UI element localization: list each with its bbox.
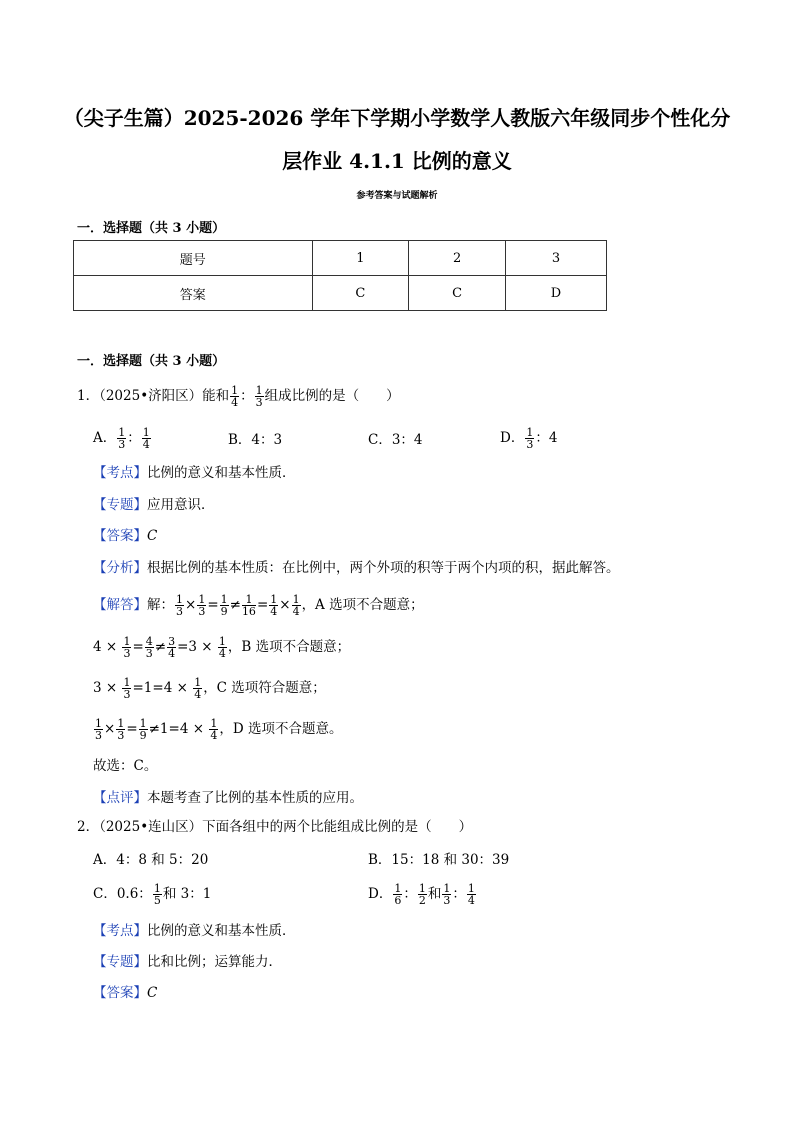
q1-solution-line4: $\frac{1}{3}$ × $\frac{1}{3}$ = $\frac{1}{9}$ ≠1=4 × $\frac{1}{4}$ ，D 选项不合题意。 [95,717,343,742]
table-cell: D [505,276,606,311]
q2-option-b: B．15：18 和 30：39 [368,852,510,868]
answer-table [73,240,607,311]
doc-title-line1: （尖子生篇）2025-2026 学年下学期小学数学人教版六年级同步个性化分 [63,106,731,130]
table-row [74,276,607,311]
q2-answer: 【答案】C [93,985,158,1001]
q1-zhuanti: 【专题】应用意识． [93,497,215,513]
table-cell: 2 [409,241,506,276]
q2-stem: 2．（2025•连山区）下面各组中的两个比能组成比例的是（ ） [77,819,473,835]
table-cell: C [312,276,409,311]
q1-solution-line2: 4 × $\frac{1}{3}$ = $\frac{4}{3}$ ≠ $\frac{3}{4}$ =3 × $\frac{1}{4}$ ，B 选项不合题意； [93,635,351,660]
q1-kaodian: 【考点】比例的意义和基本性质． [93,465,296,481]
table-row-label: 答案 [74,276,313,311]
q1-option-c: C．3：4 [368,432,423,448]
q1-option-a: A． $\frac{1}{3}$ ： $\frac{1}{4}$ [93,426,150,451]
q1-stem: 1．（2025•济阳区）能和 $\frac{1}{4}$ ： $\frac{1}{3}$ 组成比例的是（ ） [77,384,400,409]
table-row-label: 题号 [74,241,313,276]
q1-analysis: 【分析】根据比例的基本性质：在比例中，两个外项的积等于两个内项的积，据此解答。 [93,560,620,576]
q1-choice: 故选：C。 [93,758,158,774]
q2-option-a: A．4：8 和 5：20 [93,852,209,868]
q1-solution-line1: 【解答】解： $\frac{1}{3}$ × $\frac{1}{3}$ = $\frac{1}{9}$ ≠ $\frac{1}{16}$ = $\frac{1}{4}$ × $\frac{1}{4}$ ，A 选项不合题意； [93,593,424,618]
q1-solution-line3: 3 × $\frac{1}{3}$ =1=4 × $\frac{1}{4}$ ，C 选项符合题意； [93,676,326,701]
detail-section-heading: 一．选择题（共 3 小题） [77,354,226,369]
q2-option-c: C．0.6： $\frac{1}{5}$ 和 3：1 [93,882,212,907]
q1-answer: 【答案】C [93,528,158,544]
q2-option-d: D． $\frac{1}{6}$ ： $\frac{1}{2}$ 和 $\frac{1}{3}$ ： $\frac{1}{4}$ [368,882,475,907]
table-cell: C [409,276,506,311]
table-cell: 1 [312,241,409,276]
doc-title-line2: 层作业 4.1.1 比例的意义 [282,149,512,173]
answer-section-heading: 一．选择题（共 3 小题） [77,221,226,236]
table-cell: 3 [505,241,606,276]
q1-comment: 【点评】本题考查了比例的基本性质的应用。 [93,790,363,806]
q1-option-b: B．4：3 [228,432,283,448]
q2-kaodian: 【考点】比例的意义和基本性质． [93,923,296,939]
q1-option-d: D． $\frac{1}{3}$ ：4 [500,426,558,451]
table-row [74,241,607,276]
q2-zhuanti: 【专题】比和比例；运算能力． [93,954,282,970]
doc-subtitle: 参考答案与试题解析 [356,191,438,201]
